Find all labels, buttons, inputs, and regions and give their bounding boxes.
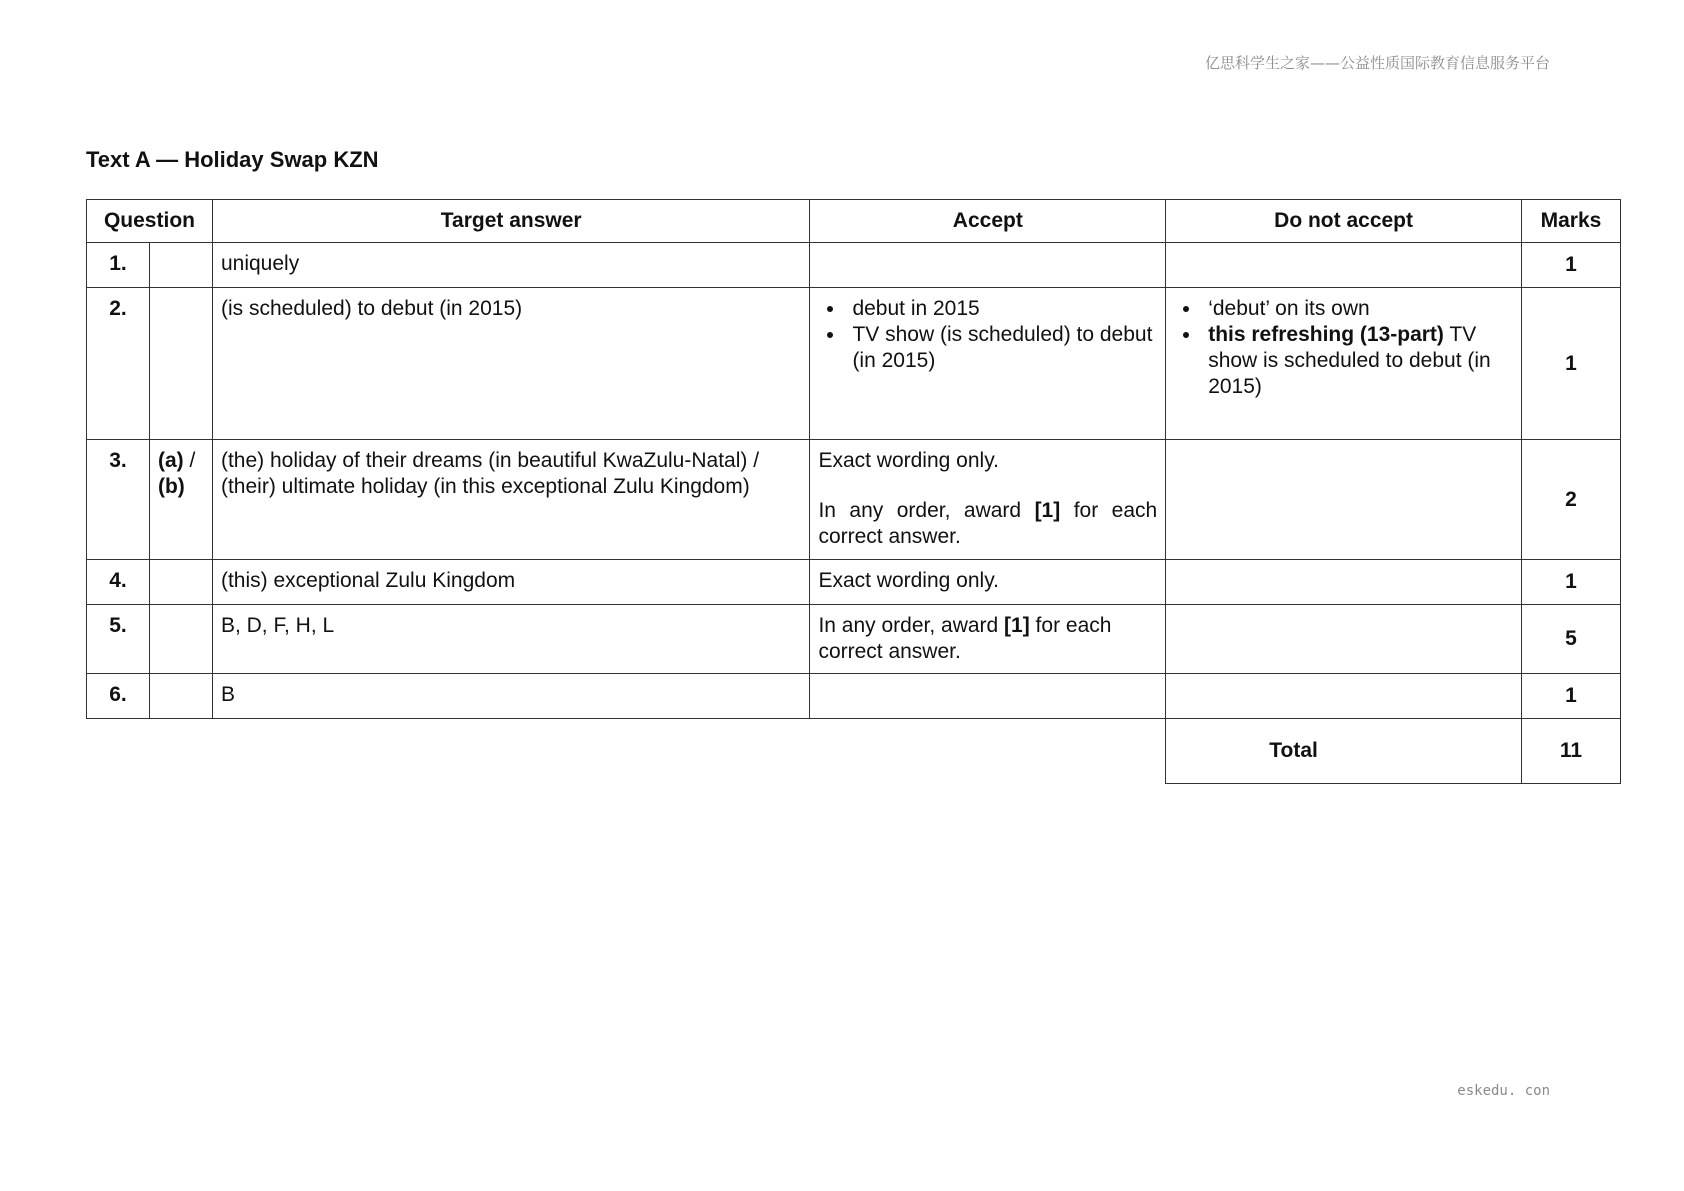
total-marks: 11 — [1521, 719, 1620, 784]
header-row — [87, 200, 1621, 243]
accept-cell — [810, 440, 1166, 560]
question-number: 1. — [87, 243, 150, 288]
question-number: 5. — [87, 605, 150, 674]
accept-cell — [810, 243, 1166, 288]
accept-cell — [810, 605, 1166, 674]
total-label-cell — [1166, 719, 1522, 784]
table-row — [87, 605, 1621, 674]
do-not-accept-list — [1174, 296, 1513, 400]
total-label: Total — [1269, 739, 1318, 762]
header-marks: Marks — [1521, 200, 1620, 243]
do-not-accept-cell — [1166, 605, 1522, 674]
header-target-answer: Target answer — [212, 200, 809, 243]
sub-question — [149, 674, 212, 719]
table-row — [87, 560, 1621, 605]
sub-question — [149, 288, 212, 440]
question-number: 6. — [87, 674, 150, 719]
sub-question — [149, 560, 212, 605]
accept-cell — [810, 674, 1166, 719]
header-accept: Accept — [810, 200, 1166, 243]
target-answer: (this) exceptional Zulu Kingdom — [212, 560, 809, 605]
question-number: 3. — [87, 440, 150, 560]
target-answer: uniquely — [212, 243, 809, 288]
list-item — [1202, 322, 1513, 400]
target-answer: (is scheduled) to debut (in 2015) — [212, 288, 809, 440]
do-not-accept-cell — [1166, 674, 1522, 719]
accept-text: for each correct answer. — [818, 499, 1158, 548]
question-number: 4. — [87, 560, 150, 605]
marks-value: 1 — [1521, 243, 1620, 288]
target-answer: (the) holiday of their dreams (in beautiful KwaZulu-Natal) / (their) ultimate holiday (in this exceptional Zulu Kingdom) — [212, 440, 809, 560]
footer-mark: eskedu. con — [1457, 1083, 1550, 1099]
list-item-text: TV show is scheduled to debut (in 2015) — [1208, 323, 1491, 398]
section-title: Text A — Holiday Swap KZN — [86, 147, 379, 172]
accept-text: In any order, award — [818, 614, 1005, 637]
target-answer: B, D, F, H, L — [212, 605, 809, 674]
sub-question-a: (a) — [157, 449, 184, 472]
do-not-accept-cell — [1166, 560, 1522, 605]
accept-text: for each correct answer. — [818, 614, 1112, 663]
sub-question-b: (b) — [157, 475, 185, 498]
bold-text: this refreshing (13-part) — [1208, 323, 1444, 346]
bold-text: [1] — [1004, 614, 1030, 637]
watermark-text: 亿思科学生之家——公益性质国际教育信息服务平台 — [1204, 54, 1550, 72]
marks-value: 1 — [1521, 560, 1620, 605]
sub-question-separator: / — [183, 449, 196, 472]
accept-line — [818, 498, 1157, 550]
table-row — [87, 243, 1621, 288]
bold-text: [1] — [1034, 499, 1061, 522]
accept-cell — [810, 288, 1166, 440]
sub-question — [149, 243, 212, 288]
sub-question — [149, 440, 212, 560]
marks-value: 1 — [1521, 674, 1620, 719]
marks-value: 2 — [1521, 440, 1620, 560]
table-row — [87, 288, 1621, 440]
table-row — [87, 440, 1621, 560]
do-not-accept-cell — [1166, 243, 1522, 288]
table-row — [87, 674, 1621, 719]
sub-question — [149, 605, 212, 674]
question-number: 2. — [87, 288, 150, 440]
list-item: • TV show (is scheduled) to debut (in 2015) — [846, 322, 1157, 374]
accept-list — [818, 296, 1157, 374]
accept-cell: Exact wording only. — [810, 560, 1166, 605]
do-not-accept-cell — [1166, 440, 1522, 560]
header-do-not-accept: Do not accept — [1166, 200, 1522, 243]
total-row — [87, 719, 1621, 784]
accept-line: Exact wording only. — [818, 449, 999, 472]
list-item: • ‘debut’ on its own — [1202, 296, 1513, 322]
marks-value: 5 — [1521, 605, 1620, 674]
do-not-accept-cell — [1166, 288, 1522, 440]
marks-value: 1 — [1521, 288, 1620, 440]
list-item: • debut in 2015 — [846, 296, 1157, 322]
header-question: Question — [87, 200, 213, 243]
accept-text: In any order, award — [818, 499, 1035, 522]
mark-scheme-table — [86, 199, 1621, 784]
target-answer: B — [212, 674, 809, 719]
